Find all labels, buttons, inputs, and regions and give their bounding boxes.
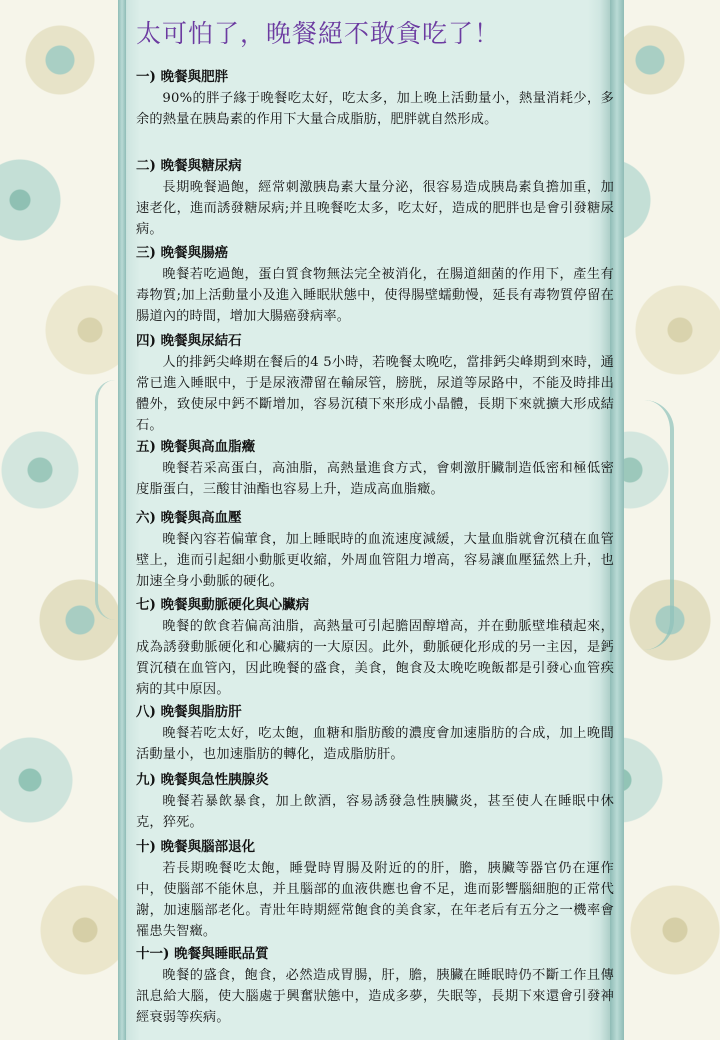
- section-body: 人的排鈣尖峰期在餐后的4 5小時，若晚餐太晚吃，當排鈣尖峰期到來時，通常已進入睡眠中，于是尿液滯留在輸尿管，膀胱，尿道等尿路中，不能及時排出體外，致使尿中鈣不斷增加，容易沉積下來形成小晶體，長期下來就擴大形成結石。: [136, 355, 614, 433]
- section-diabetes: [136, 157, 614, 240]
- section-heading: 四) 晚餐與尿結石: [136, 333, 242, 349]
- section-heading: 九) 晚餐與急性胰腺炎: [136, 772, 269, 788]
- section-heading: 七) 晚餐與動脈硬化與心臟病: [136, 597, 310, 613]
- section-sleep-quality: [136, 945, 614, 1028]
- section-body: 90%的胖子緣于晚餐吃太好，吃太多，加上晚上活動量小，熱量消耗少，多余的熱量在胰島素的作用下大量合成脂肪，肥胖就自然形成。: [136, 91, 614, 127]
- section-body: 晚餐若暴飲暴食，加上飲酒，容易誘發急性胰臟炎，甚至使人在睡眠中休克，猝死。: [136, 794, 614, 830]
- section-body: 晚餐若吃過飽，蛋白質食物無法完全被消化，在腸道細菌的作用下，產生有毒物質;加上活動量小及進入睡眠狀態中，使得腸壁蠕動慢，延長有毒物質停留在腸道內的時間，增加大腸癌發病率。: [136, 267, 614, 324]
- section-hyperlipidemia: [136, 438, 614, 500]
- section-heading: 一) 晚餐與肥胖: [136, 69, 229, 85]
- section-heading: 十一) 晚餐與睡眠品質: [136, 946, 269, 962]
- section-body: 晚餐的飲食若偏高油脂，高熱量可引起膽固醇增高，并在動脈壁堆積起來，成為誘發動脈硬化和心臟病的一大原因。此外，動脈硬化形成的另一主因，是鈣質沉積在血管內，因此晚餐的盛食，美食，飽食及太晚吃晚飯都是引發心血管疾病的其中原因。: [136, 619, 614, 697]
- section-body: 晚餐的盛食，飽食，必然造成胃腸，肝，膽，胰臟在睡眠時仍不斷工作且傳訊息給大腦，使大腦處于興奮狀態中，造成多夢，失眠等，長期下來還會引發神經衰弱等疾病。: [136, 968, 614, 1025]
- section-hypertension: [136, 509, 614, 592]
- page-title: 太可怕了，晚餐絕不敢貪吃了！: [136, 19, 501, 48]
- section-body: 晚餐內容若偏葷食，加上睡眠時的血流速度減緩，大量血脂就會沉積在血管壁上，進而引起細小動脈更收縮，外周血管阻力增高，容易讓血壓猛然上升，也加速全身小動脈的硬化。: [136, 532, 614, 589]
- section-body: 長期晚餐過飽，經常刺激胰島素大量分泌，很容易造成胰島素負擔加重，加速老化，進而誘發糖尿病;并且晚餐吃太多，吃太好，造成的肥胖也是會引發糖尿病。: [136, 180, 614, 237]
- section-heading: 六) 晚餐與高血壓: [136, 510, 242, 526]
- section-brain-degeneration: [136, 838, 614, 942]
- section-heading: 三) 晚餐與腸癌: [136, 245, 229, 261]
- section-fatty-liver: [136, 703, 614, 765]
- section-pancreatitis: [136, 771, 614, 833]
- section-colon-cancer: [136, 244, 614, 327]
- section-arteriosclerosis: [136, 596, 614, 700]
- section-obesity: [136, 68, 614, 130]
- section-heading: 十) 晚餐與腦部退化: [136, 839, 256, 855]
- section-heading: 八) 晚餐與脂肪肝: [136, 704, 242, 720]
- section-heading: 五) 晚餐與高血脂癥: [136, 439, 256, 455]
- section-heading: 二) 晚餐與糖尿病: [136, 158, 242, 174]
- bow-left-decoration: [95, 380, 138, 620]
- section-body: 若長期晚餐吃太飽，睡覺時胃腸及附近的的肝，膽，胰臟等器官仍在運作中，使腦部不能休息，并且腦部的血液供應也會不足，進而影響腦細胞的正常代謝，加速腦部老化。青壯年時期經常飽食的美食家，在年老后有五分之一機率會罹患失智癥。: [136, 861, 614, 939]
- section-urinary-stones: [136, 332, 614, 436]
- section-body: 晚餐若采高蛋白，高油脂，高熱量進食方式，會刺激肝臟制造低密和極低密度脂蛋白，三酸甘油酯也容易上升，造成高血脂癥。: [136, 461, 614, 497]
- section-body: 晚餐若吃太好，吃太飽，血糖和脂肪酸的濃度會加速脂肪的合成，加上晚間活動量小，也加速脂肪的轉化，造成脂肪肝。: [136, 726, 614, 762]
